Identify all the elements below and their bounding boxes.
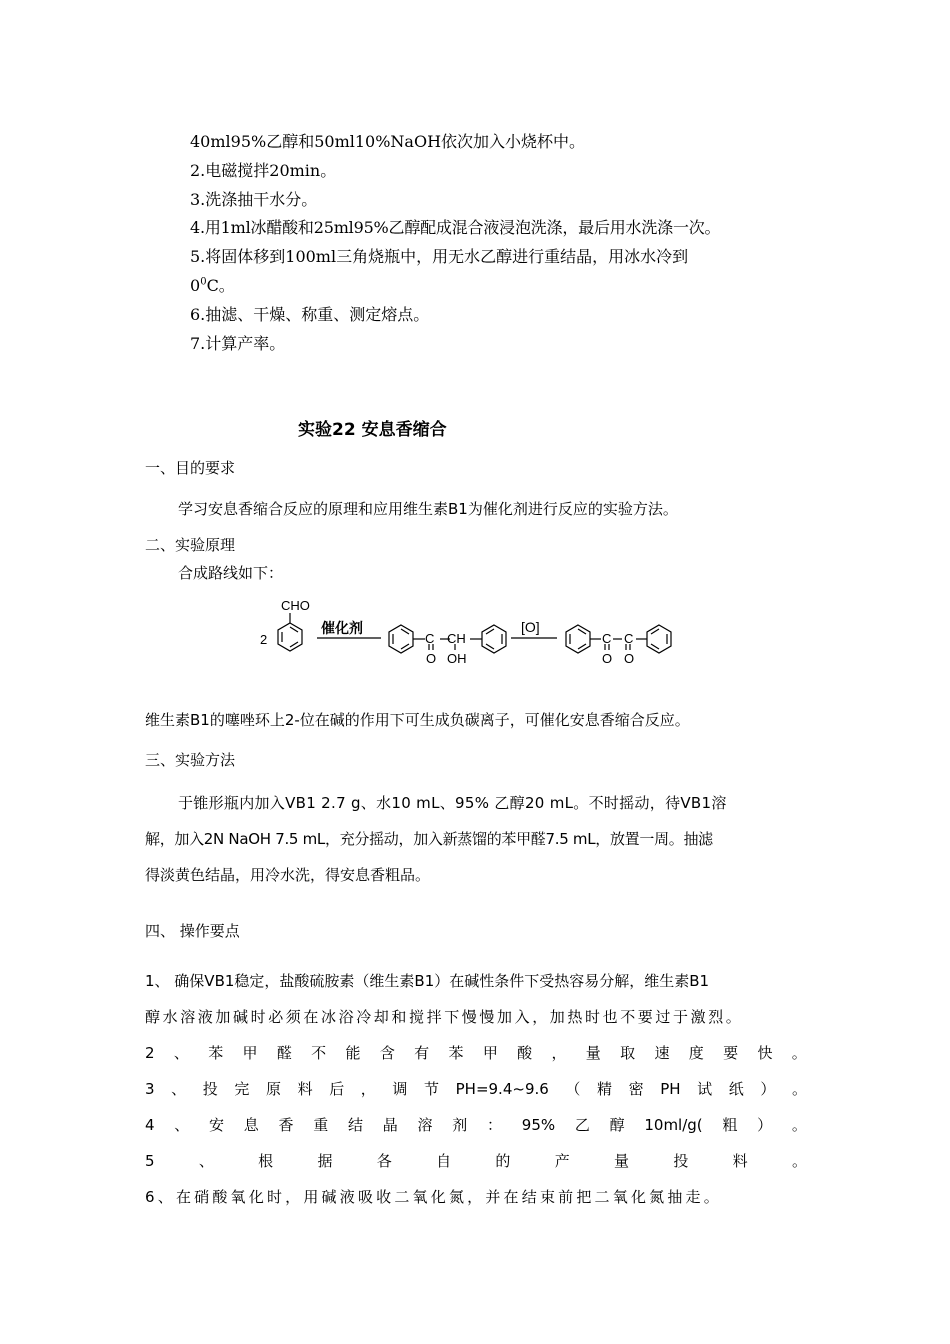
carbonyl-carbon-label: C [425,631,435,646]
section-1-heading: 一、目的要求 [145,459,236,477]
carbonyl-oxygen-label: O [426,651,437,666]
section-4-point-2: 2 、 苯 甲 醛 不 能 含 有 苯 甲 酸 ， 量 取 速 度 要 快 。 [145,1044,807,1062]
procedure-line-1: 40ml95%乙醇和50ml10%NaOH依次加入小烧杯中。 [190,132,586,151]
reactant-coefficient: 2 [260,632,268,647]
section-4-point-3: 3 、 投 完 原 料 后 ， 调 节 PH=9.4~9.6 （ 精 密 PH 试 纸 ） 。 [145,1080,807,1098]
section-4-point-5: 5 、 根 据 各 自 的 产 量 投 料 。 [145,1152,807,1170]
section-2-note: 维生素B1的噻唑环上2-位在碱的作用下可生成负碳离子，可催化安息香缩合反应。 [145,711,690,729]
procedure-step-5: 5.将固体移到100ml三角烧瓶中，用无水乙醇进行重结晶，用冰水冷到 [190,247,689,266]
experiment-title: 实验22 安息香缩合 [298,420,447,440]
benzil-oxygen-1-label: O [602,651,613,666]
section-3-line-1: 于锥形瓶内加入VB1 2.7 g、水10 mL、95% 乙醇20 mL。不时摇动，待VB1溶 [178,794,727,812]
section-3-line-3: 得淡黄色结晶，用冷水洗，得安息香粗品。 [145,866,431,884]
section-4-point-6: 6、在硝酸氧化时，用碱液吸收二氧化氮，并在结束前把二氧化氮抽走。 [145,1188,722,1206]
catalyst-label: 催化剂 [321,620,363,636]
section-2-intro: 合成路线如下： [178,564,284,582]
oxidant-label: [O] [521,619,540,635]
section-2-heading: 二、实验原理 [145,536,236,554]
section-3-line-2: 解，加入2N NaOH 7.5 mL，充分摇动，加入新蒸馏的苯甲醛7.5 mL，放置一周。抽滤 [145,830,713,848]
procedure-step-7: 7.计算产率。 [190,334,286,353]
benzil-carbon-1-label: C [602,631,612,646]
section-1-text: 学习安息香缩合反应的原理和应用维生素B1为催化剂进行反应的实验方法。 [178,500,678,518]
benzil-carbon-2-label: C [624,631,634,646]
benzil-oxygen-2-label: O [624,651,635,666]
hydroxyl-label: OH [447,651,467,666]
procedure-step-2: 2.电磁搅拌20min。 [190,161,337,180]
aldehyde-group-label: CHO [281,598,310,613]
section-3-heading: 三、实验方法 [145,751,236,769]
section-4-point-1-line-1: 1、 确保VB1稳定，盐酸硫胺素（维生素B1）在碱性条件下受热容易分解，维生素B1 [145,972,710,990]
carbinol-carbon-label: CH [447,631,466,646]
procedure-step-3: 3.洗涤抽干水分。 [190,190,318,209]
section-4-point-4: 4 、 安 息 香 重 结 晶 溶 剂 ： 95% 乙 醇 10ml/g( 粗 ） 。 [145,1116,807,1134]
section-4-heading: 四、 操作要点 [145,922,240,940]
procedure-step-4: 4.用1ml冰醋酸和25ml95%乙醇配成混合液浸泡洗涤，最后用水洗涤一次。 [190,218,721,237]
procedure-step-6: 6.抽滤、干燥、称重、测定熔点。 [190,305,430,324]
section-4-point-1-line-2: 醇水溶液加碱时必须在冰浴冷却和搅拌下慢慢加入，加热时也不要过于激烈。 [145,1008,744,1026]
reaction-scheme [255,595,685,675]
procedure-step-5-continued: $0^0C$。 [190,276,235,295]
